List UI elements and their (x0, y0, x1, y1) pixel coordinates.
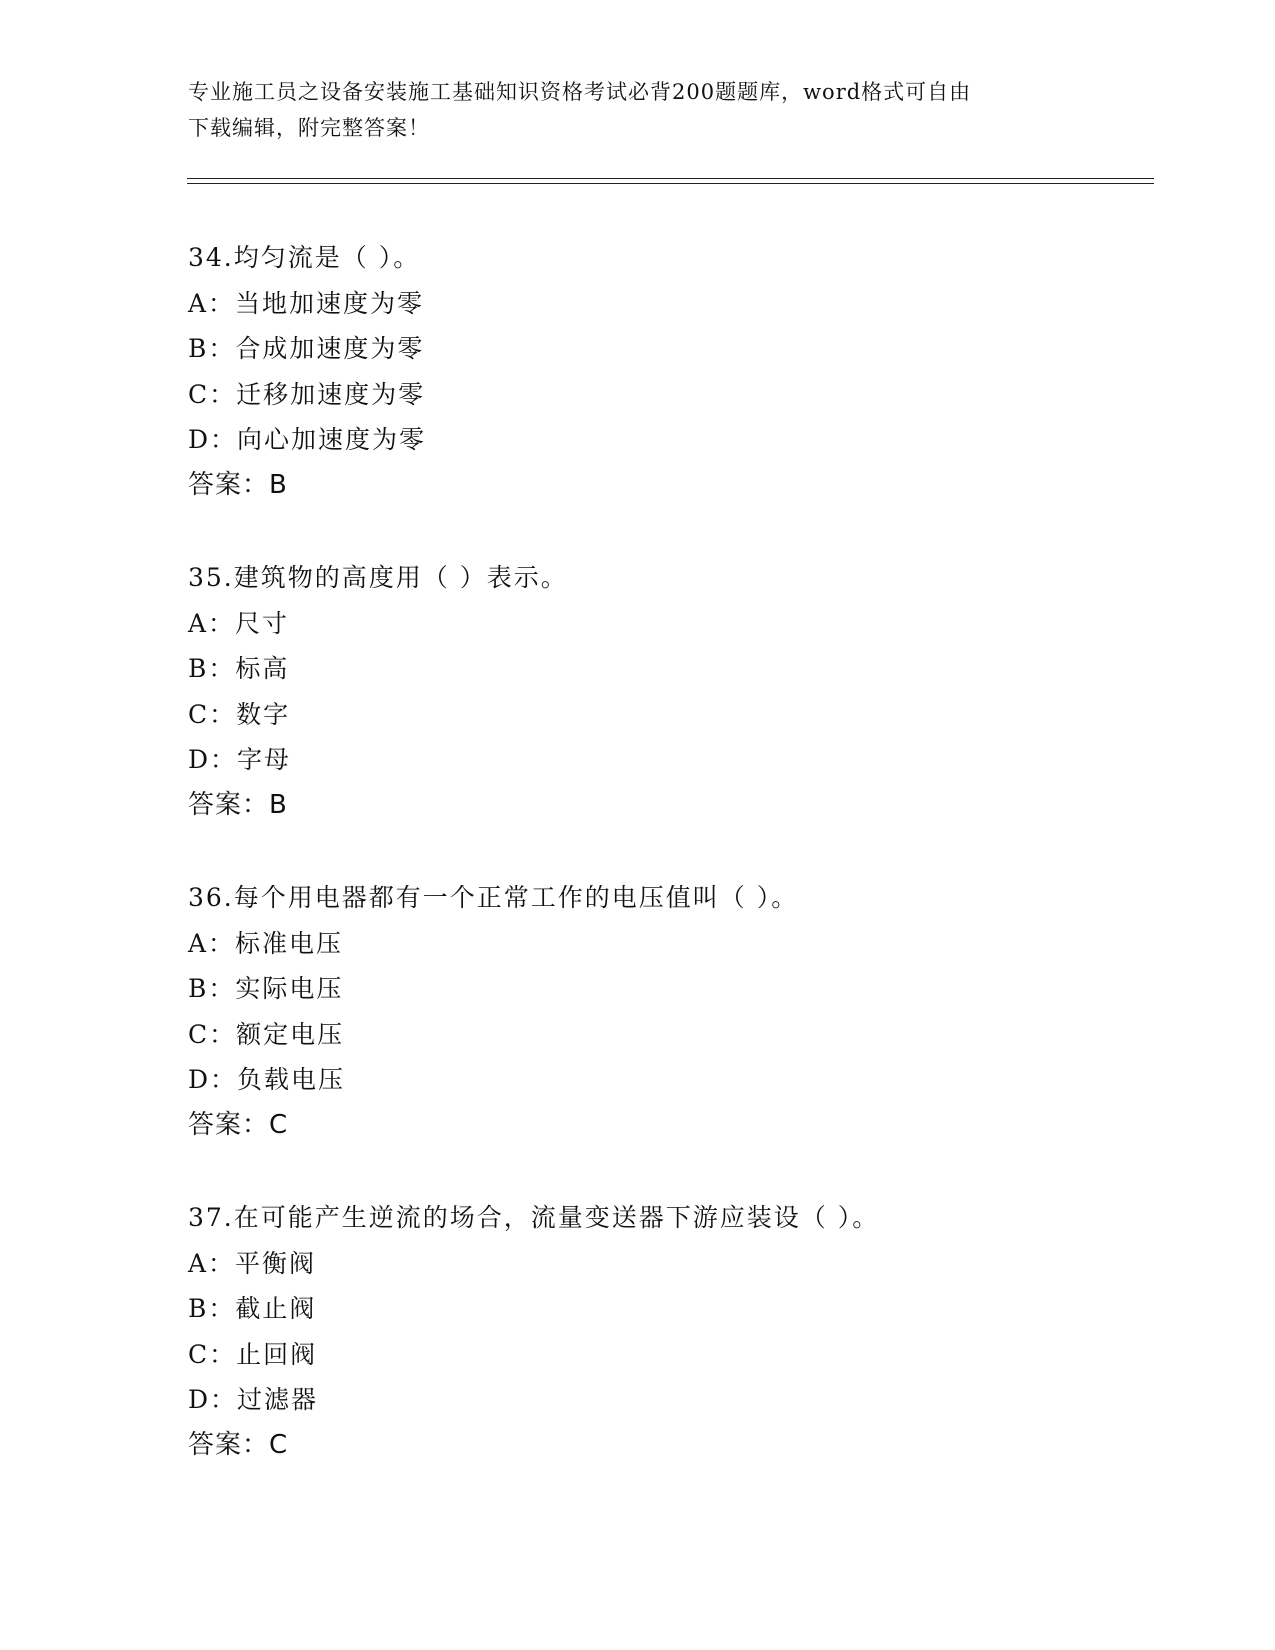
answer-line: 答案：C (188, 1429, 289, 1460)
option-b: B：标高 (188, 654, 290, 683)
question-stem: 35.建筑物的高度用（ ）表示。 (188, 563, 568, 592)
option-a: A：当地加速度为零 (188, 288, 425, 318)
option-a: A：尺寸 (188, 608, 290, 638)
document-header (188, 74, 1088, 146)
answer-line: 答案：C (188, 1109, 289, 1140)
answer-line: 答案：B (188, 789, 288, 820)
option-c: C：止回阀 (188, 1339, 318, 1369)
question-stem: 37.在可能产生逆流的场合，流量变送器下游应装设（ ）。 (188, 1203, 880, 1232)
option-a: A：平衡阀 (188, 1248, 317, 1278)
question-stem: 36.每个用电器都有一个正常工作的电压值叫（ ）。 (188, 883, 799, 912)
option-d: D：向心加速度为零 (188, 425, 427, 454)
question-stem: 34.均匀流是（ ）。 (188, 243, 421, 272)
option-c: C：额定电压 (188, 1019, 345, 1049)
option-b: B：截止阀 (188, 1294, 317, 1323)
header-divider-top (187, 178, 1154, 179)
option-d: D：字母 (188, 745, 292, 774)
question-block-36 (188, 875, 1138, 1148)
question-block-35 (188, 555, 1138, 828)
option-c: C：迁移加速度为零 (188, 379, 426, 409)
answer-line: 答案：B (188, 469, 288, 500)
option-a: A：标准电压 (188, 928, 344, 958)
header-line-2: 下载编辑，附完整答案！ (188, 116, 430, 140)
question-block-34 (188, 235, 1138, 508)
option-b: B：合成加速度为零 (188, 334, 425, 363)
option-b: B：实际电压 (188, 974, 344, 1003)
header-divider-bottom (187, 183, 1154, 184)
option-c: C：数字 (188, 699, 291, 729)
header-line-1: 专业施工员之设备安装施工基础知识资格考试必背200题题库，word格式可自由 (188, 80, 972, 104)
option-d: D：负载电压 (188, 1065, 346, 1094)
question-block-37 (188, 1195, 1138, 1468)
option-d: D：过滤器 (188, 1385, 319, 1414)
